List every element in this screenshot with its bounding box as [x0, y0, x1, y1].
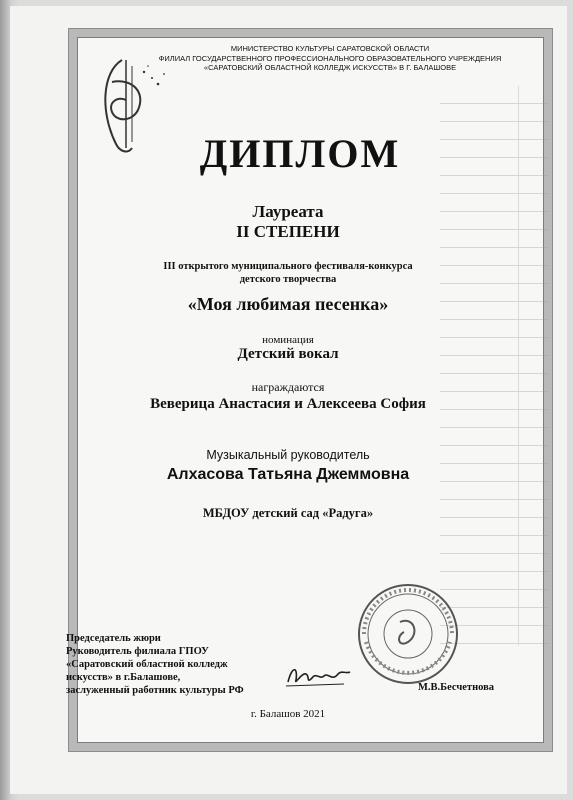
- chair-name: М.В.Бесчетнова: [418, 682, 495, 693]
- official-stamp-icon: [356, 582, 460, 686]
- chair-line-1: Председатель жюри: [66, 633, 161, 644]
- chair-line-4: искусств» в г.Балашове,: [66, 672, 181, 683]
- laureate-label: Лауреата: [252, 202, 324, 221]
- degree-label: II СТЕПЕНИ: [236, 222, 340, 241]
- city-year: г. Балашов 2021: [250, 708, 326, 720]
- branch-line: ФИЛИАЛ ГОСУДАРСТВЕННОГО ПРОФЕССИОНАЛЬНОГО ОБРАЗОВАТЕЛЬНОГО УЧРЕЖДЕНИЯ: [158, 53, 502, 63]
- festival-line-1: III открытого муниципального фестиваля-конкурса: [163, 261, 413, 272]
- jury-chair-block: [66, 632, 296, 697]
- nomination-value: Детский вокал: [237, 346, 339, 362]
- issuer-header: [150, 44, 510, 73]
- supervisor-name: Алхасова Татьяна Джеммовна: [166, 466, 410, 483]
- awarded-label: награждаются: [251, 380, 325, 394]
- college-line: «САРАТОВСКИЙ ОБЛАСТНОЙ КОЛЛЕДЖ ИСКУССТВ» В Г. БАЛАШОВЕ: [203, 63, 457, 72]
- ministry-line: МИНИСТЕРСТВО КУЛЬТУРЫ САРАТОВСКОЙ ОБЛАСТИ: [230, 44, 430, 53]
- chair-line-5: заслуженный работник культуры РФ: [66, 685, 244, 696]
- chair-line-3: «Саратовский областной колледж: [66, 659, 228, 670]
- festival-name: «Моя любимая песенка»: [187, 294, 389, 314]
- handwritten-signature-icon: [284, 660, 354, 690]
- supervisor-label: Музыкальный руководитель: [206, 448, 370, 462]
- nomination-label: номинация: [262, 334, 314, 346]
- festival-description: [78, 260, 498, 286]
- show-through-table: [440, 86, 548, 646]
- chair-line-2: Руководитель филиала ГПОУ: [66, 646, 209, 657]
- awardees-names: Веверица Анастасия и Алексеева София: [150, 396, 426, 412]
- organization-name: МБДОУ детский сад «Радуга»: [202, 506, 374, 520]
- diploma-title: ДИПЛОМ: [199, 131, 401, 176]
- festival-line-2: детского творчества: [239, 274, 337, 285]
